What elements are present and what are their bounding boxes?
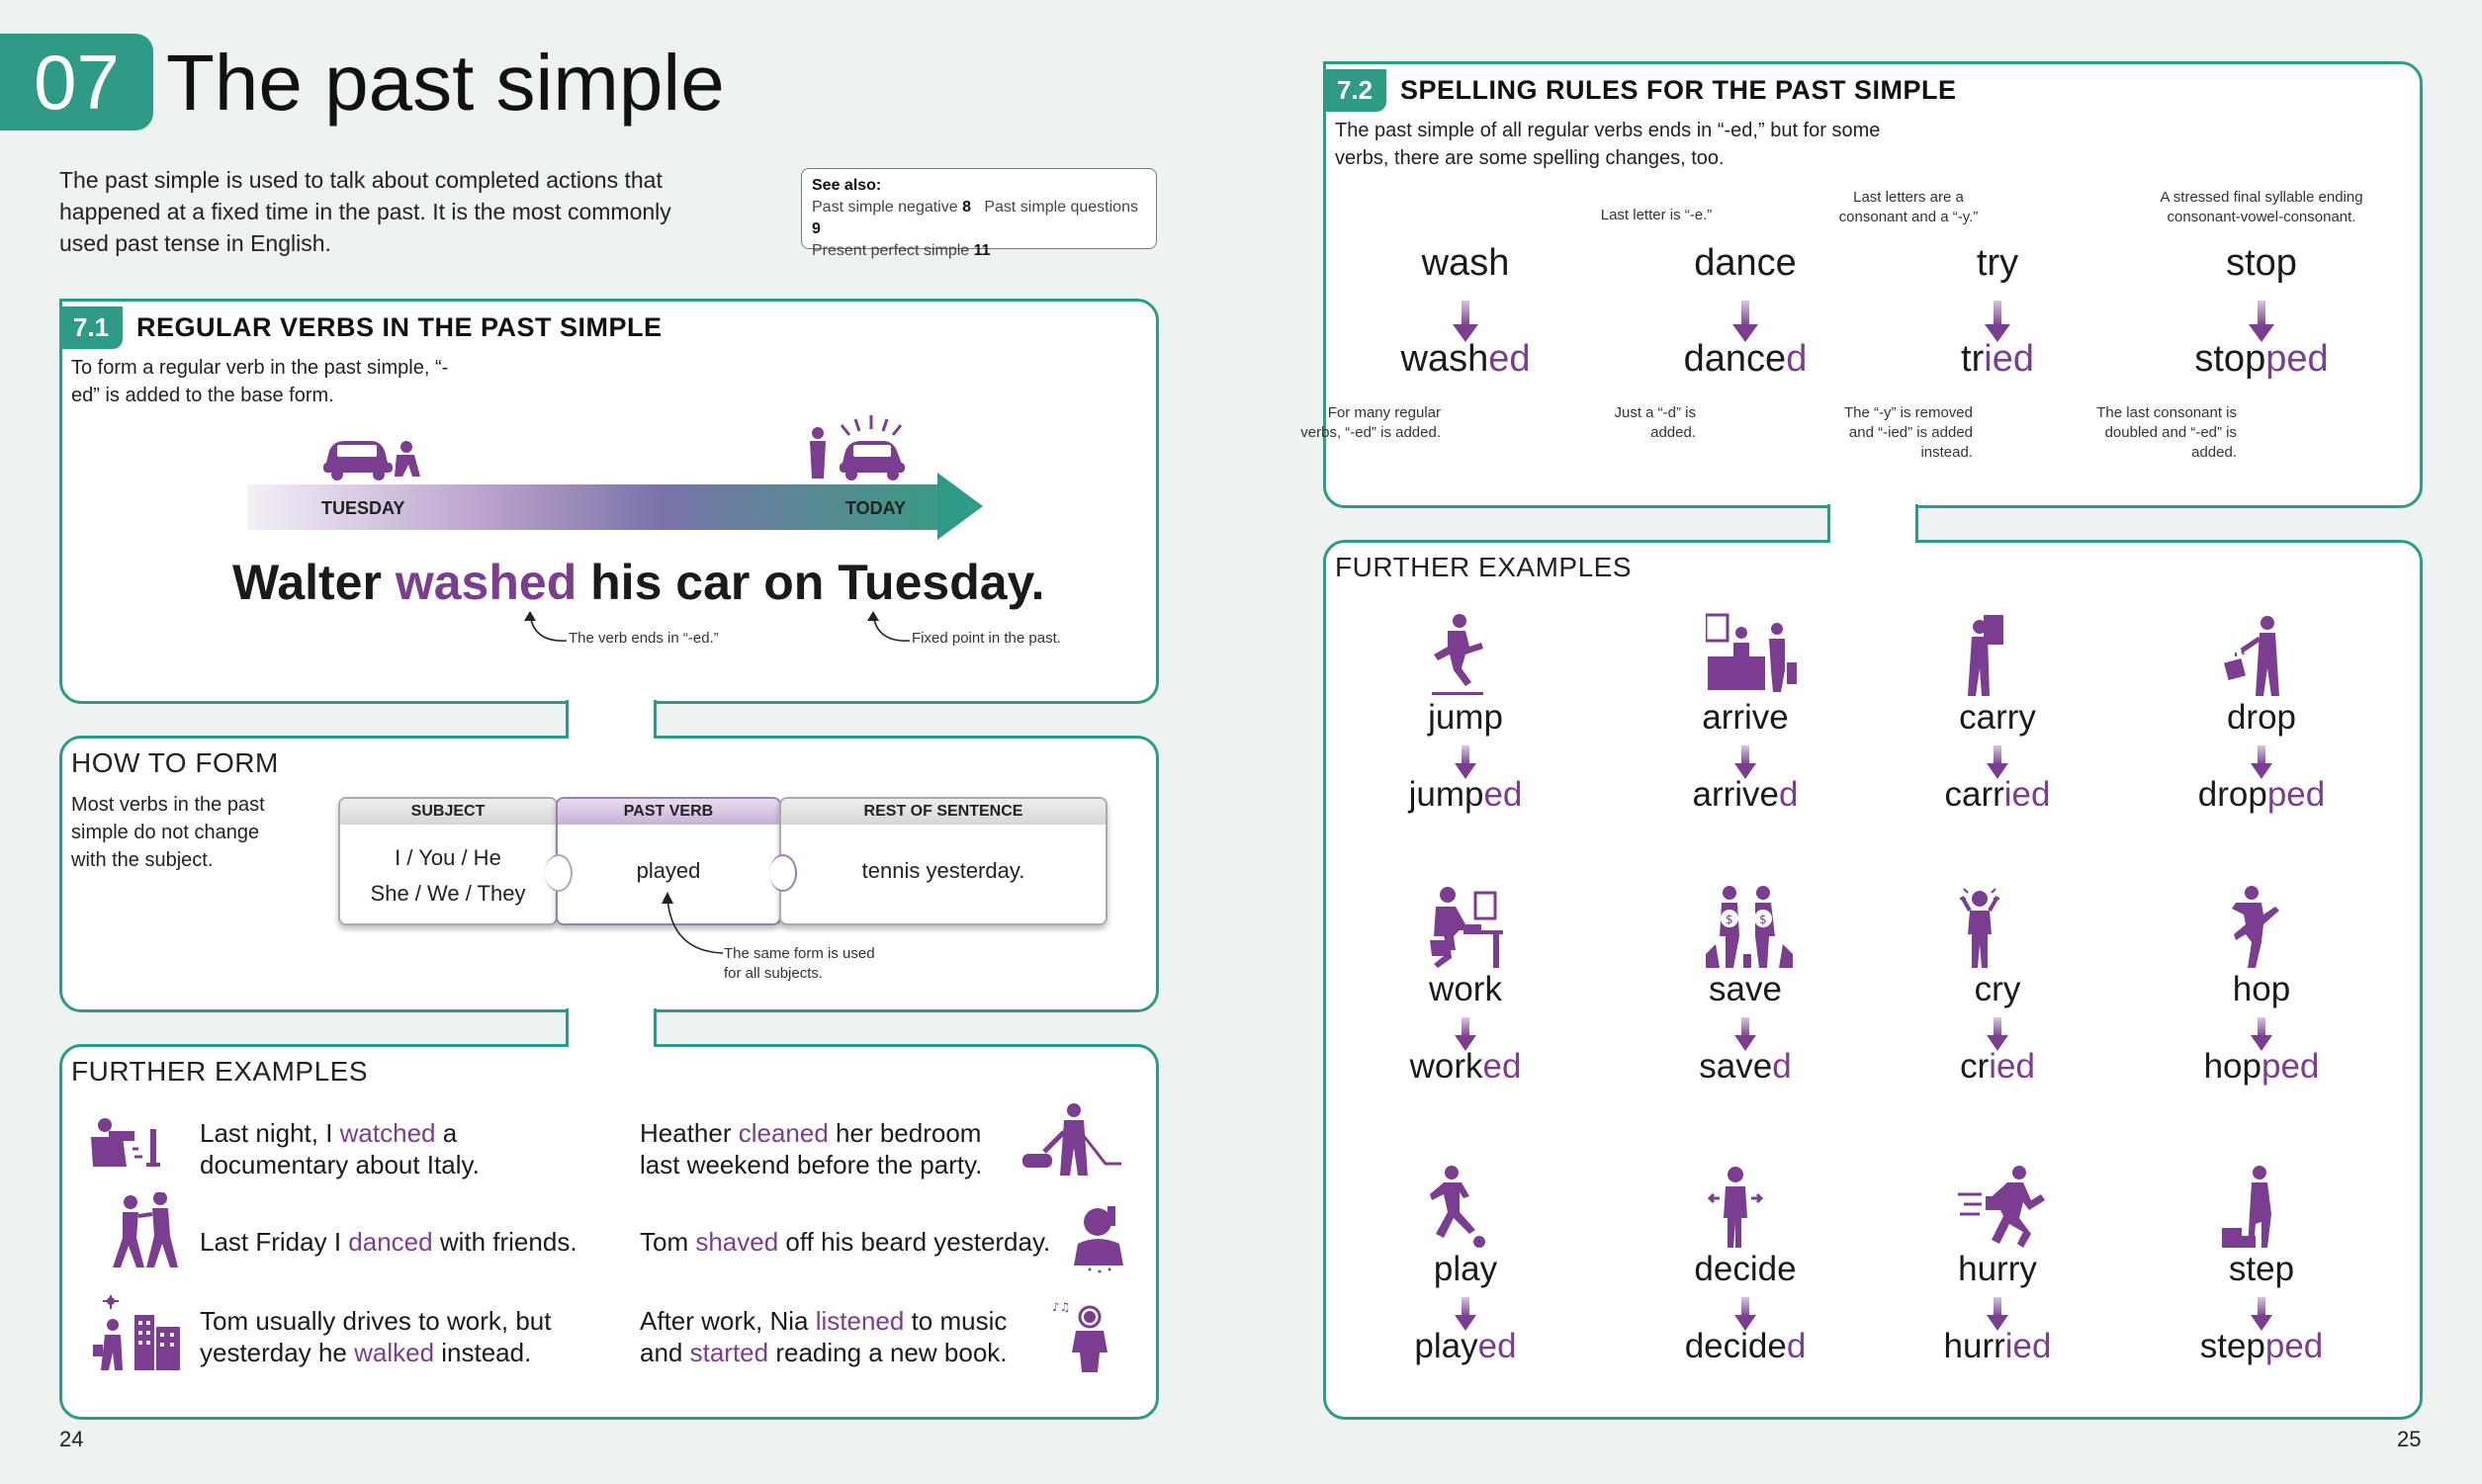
rule-base-verb: try — [1976, 242, 2019, 284]
rule-base-verb: wash — [1421, 242, 1510, 284]
verb-ending: d — [1786, 338, 1808, 380]
rule-bottom-note: The “-y” is removed and “-ied” is added instead. — [1843, 404, 1973, 461]
ex-text: Tom — [640, 1227, 696, 1257]
rule-top-note: Last letter is “-e.” — [1600, 207, 1713, 223]
section-badge: 7.1 — [59, 306, 123, 349]
example-sentence — [232, 554, 1045, 611]
ex-verb: walked — [354, 1338, 435, 1367]
rest-value: tennis yesterday. — [861, 858, 1025, 883]
listening-music-icon — [1050, 1297, 1119, 1374]
further-base-verb: hop — [2232, 970, 2291, 1008]
verb-ending: d — [1772, 1047, 1792, 1086]
curved-arrow-icon — [865, 609, 915, 649]
verb-ending: ped — [2261, 1047, 2320, 1086]
column-header: SUBJECT — [340, 799, 556, 825]
how-to-form-title: HOW TO FORM — [71, 747, 279, 778]
puzzle-knob — [769, 854, 797, 892]
subject-piece — [338, 797, 558, 925]
page-number-left: 24 — [59, 1427, 84, 1451]
ex-text: and — [640, 1338, 690, 1367]
further-past-verb — [1879, 775, 2116, 815]
ex-verb: danced — [348, 1227, 433, 1257]
svg-text:$: $ — [1759, 913, 1767, 926]
further-base-verb: play — [1433, 1250, 1498, 1288]
page-title: The past simple — [166, 39, 725, 127]
verb-ending: ed — [1482, 1047, 1522, 1086]
see-also-num: 8 — [962, 199, 971, 216]
ex-text: last weekend before the party. — [640, 1150, 983, 1179]
car-washing-icon — [321, 427, 425, 482]
person-carrying-box-icon — [1958, 613, 2053, 707]
ex-text: with friends. — [432, 1227, 577, 1257]
subject-line: I / You / He — [395, 845, 501, 870]
rule-bottom-note: Just a “-d” is added. — [1614, 404, 1696, 441]
ex-verb: cleaned — [738, 1118, 829, 1148]
sentence-part: his car on Tuesday. — [576, 555, 1045, 610]
see-also-link-present-perfect[interactable]: Present perfect simple — [812, 242, 970, 259]
verb-ending: ied — [1989, 1047, 2035, 1086]
see-also-link-questions[interactable]: Past simple questions — [984, 199, 1138, 216]
page-number-right: 25 — [2397, 1427, 2422, 1451]
further-past-verb — [1627, 1047, 1864, 1087]
verb-ending: ped — [2265, 338, 2329, 380]
vacuum-cleaning-icon — [1019, 1102, 1127, 1181]
example-walked — [200, 1305, 551, 1368]
rest-of-sentence-piece — [779, 797, 1108, 925]
further-examples-title: FURTHER EXAMPLES — [71, 1056, 368, 1087]
timeline-today-label: TODAY — [845, 498, 907, 518]
rule-base-verb: stop — [2226, 242, 2297, 284]
further-base-verb: work — [1429, 970, 1502, 1008]
ex-text: documentary about Italy. — [200, 1150, 480, 1179]
rule-top-note: A stressed final syllable ending consonant-vowel-consonant. — [2160, 189, 2363, 225]
walking-to-city-icon — [91, 1295, 184, 1374]
further-base-verb: drop — [2226, 698, 2297, 737]
jumping-person-icon — [1426, 613, 1521, 707]
football-player-icon — [1426, 1165, 1521, 1259]
verb-stem: jump — [1408, 775, 1484, 814]
panel-connector-cover — [1830, 536, 1915, 544]
curved-arrow-icon — [658, 890, 727, 959]
further-past-verb — [1879, 1047, 2116, 1087]
verb-stem: tr — [1961, 338, 1985, 380]
ex-text: Tom usually drives to work, but — [200, 1306, 552, 1336]
verb-ending: ied — [1984, 338, 2034, 380]
further-past-verb — [1627, 775, 1864, 815]
further-past-verb — [2143, 775, 2380, 815]
further-past-verb — [2143, 1327, 2380, 1366]
intro-text: The past simple is used to talk about completed actions that happened at a fixed time in the past. It is the most commonly used past tense in English. — [59, 167, 671, 256]
verb-stem: arrive — [1692, 775, 1780, 814]
timeline-arrow-icon — [937, 473, 983, 540]
subject-line: She / We / They — [370, 881, 526, 906]
ex-text: reading a new book. — [768, 1338, 1008, 1367]
how-to-form-desc: Most verbs in the past simple do not change with the subject. — [71, 794, 265, 871]
person-at-desk-icon — [1426, 885, 1521, 979]
verb-ending: ed — [1477, 1327, 1517, 1365]
rule-past-verb — [2143, 338, 2380, 381]
see-also-link-negative[interactable]: Past simple negative — [812, 199, 958, 216]
verb-stem: decide — [1684, 1327, 1787, 1365]
person-dropping-bag-icon — [2222, 613, 2317, 707]
verb-stem: cr — [1960, 1047, 1990, 1086]
rule-bottom-note: The last consonant is doubled and “-ed” is added. — [2096, 404, 2237, 461]
rule-bottom-note: For many regular verbs, “-ed” is added. — [1300, 404, 1441, 441]
timeline-tuesday-label: TUESDAY — [321, 498, 405, 518]
watching-tv-icon — [89, 1117, 178, 1177]
further-past-verb — [1347, 775, 1584, 815]
clean-car-icon — [806, 413, 910, 482]
verb-ending: ied — [2003, 775, 2051, 814]
ex-text: yesterday he — [200, 1338, 355, 1367]
person-stepping-up-icon — [2222, 1165, 2317, 1259]
annotation-verb-ending: The verb ends in “-ed.” — [569, 630, 719, 647]
dancing-couple-icon — [111, 1192, 182, 1271]
rule-past-verb — [1627, 338, 1864, 381]
ex-text: instead. — [434, 1338, 532, 1367]
verb-ending: ied — [2004, 1327, 2052, 1365]
verb-stem: work — [1409, 1047, 1483, 1086]
section-desc: To form a regular verb in the past simple, “-ed” is added to the base form. — [71, 357, 449, 406]
verb-stem: wash — [1400, 338, 1489, 380]
ex-verb: listened — [815, 1306, 905, 1336]
ex-text: off his beard yesterday. — [778, 1227, 1051, 1257]
verb-stem: drop — [2197, 775, 2267, 814]
see-also-box — [801, 168, 1157, 259]
further-base-verb: decide — [1694, 1250, 1797, 1288]
further-base-verb: jump — [1428, 698, 1503, 737]
section-badge: 7.2 — [1323, 69, 1386, 112]
ex-text: Last Friday I — [200, 1227, 349, 1257]
panel-connector-cover — [569, 1040, 654, 1048]
see-also-num: 11 — [973, 242, 991, 259]
annotation-same-form: The same form is used for all subjects. — [724, 945, 875, 982]
further-base-verb: carry — [1959, 698, 2036, 737]
column-header: PAST VERB — [558, 799, 779, 825]
ex-text: her bedroom — [828, 1118, 982, 1148]
ex-verb: watched — [339, 1118, 436, 1148]
example-listened — [640, 1305, 1008, 1368]
ex-text: a — [435, 1118, 458, 1148]
example-danced — [200, 1226, 577, 1258]
verb-ending: d — [1786, 1327, 1807, 1365]
further-base-verb: cry — [1974, 970, 2021, 1008]
rule-past-verb — [1347, 338, 1584, 381]
further-past-verb — [1347, 1047, 1584, 1087]
ex-verb: started — [689, 1338, 769, 1367]
deciding-person-icon — [1706, 1165, 1801, 1259]
hopping-person-icon — [2222, 885, 2317, 979]
verb-stem: play — [1414, 1327, 1478, 1365]
example-watched — [200, 1117, 480, 1180]
section-desc: The past simple of all regular verbs ends in “-ed,” but for some verbs, there are some spelling changes, too. — [1335, 120, 1881, 169]
rule-top-note: Last letters are a consonant and a “-y.” — [1838, 189, 1979, 225]
verb-stem: step — [2199, 1327, 2265, 1365]
further-base-verb: save — [1709, 970, 1782, 1008]
further-past-verb — [1627, 1327, 1864, 1366]
see-also-num: 9 — [812, 220, 821, 237]
ex-verb: shaved — [695, 1227, 779, 1257]
section-title: SPELLING RULES FOR THE PAST SIMPLE — [1400, 75, 1957, 105]
example-cleaned — [640, 1117, 982, 1180]
further-past-verb — [1347, 1327, 1584, 1366]
running-person-icon — [1958, 1165, 2053, 1259]
verb-stem: hop — [2203, 1047, 2261, 1086]
ex-text: to music — [904, 1306, 1008, 1336]
svg-text:$: $ — [1726, 913, 1733, 926]
verb-stem: hurr — [1943, 1327, 2005, 1365]
further-base-verb: arrive — [1702, 698, 1789, 737]
verb-stem: save — [1699, 1047, 1773, 1086]
annotation-fixed-point: Fixed point in the past. — [912, 630, 1061, 647]
verb-ending: d — [1779, 775, 1799, 814]
verb-ending: ped — [2264, 1327, 2324, 1365]
puzzle-knob — [545, 854, 573, 892]
chapter-number: 07 — [0, 34, 153, 131]
verb-stem: stop — [2194, 338, 2266, 380]
curved-arrow-icon — [522, 609, 572, 649]
further-examples-title: FURTHER EXAMPLES — [1335, 552, 1632, 582]
shaving-man-icon — [1070, 1204, 1129, 1273]
couple-with-money-bags-icon — [1706, 885, 1801, 979]
ex-text: After work, Nia — [640, 1306, 816, 1336]
highlighted-verb: washed — [395, 555, 577, 610]
panel-connector-cover — [569, 732, 654, 740]
further-past-verb — [1879, 1327, 2116, 1366]
crying-person-icon — [1958, 885, 2053, 979]
verb-ending: ped — [2266, 775, 2326, 814]
sentence-part: Walter — [232, 555, 396, 610]
past-verb-value: played — [636, 858, 701, 883]
svg-text:♪♫: ♪♫ — [1052, 1300, 1071, 1314]
further-base-verb: step — [2228, 1250, 2295, 1288]
verb-ending: ed — [1488, 338, 1531, 380]
verb-stem: dance — [1683, 338, 1787, 380]
ex-text: Heather — [640, 1118, 739, 1148]
verb-stem: carr — [1944, 775, 2004, 814]
further-past-verb — [2143, 1047, 2380, 1087]
rule-base-verb: dance — [1694, 242, 1797, 284]
column-header: REST OF SENTENCE — [781, 799, 1106, 825]
ex-text: Last night, I — [200, 1118, 340, 1148]
section-title: REGULAR VERBS IN THE PAST SIMPLE — [136, 312, 663, 342]
hotel-reception-icon — [1706, 613, 1801, 707]
further-base-verb: hurry — [1958, 1250, 2037, 1288]
verb-ending: ed — [1483, 775, 1523, 814]
rule-past-verb — [1879, 338, 2116, 381]
see-also-label: See also: — [812, 177, 882, 194]
example-shaved — [640, 1226, 1050, 1258]
